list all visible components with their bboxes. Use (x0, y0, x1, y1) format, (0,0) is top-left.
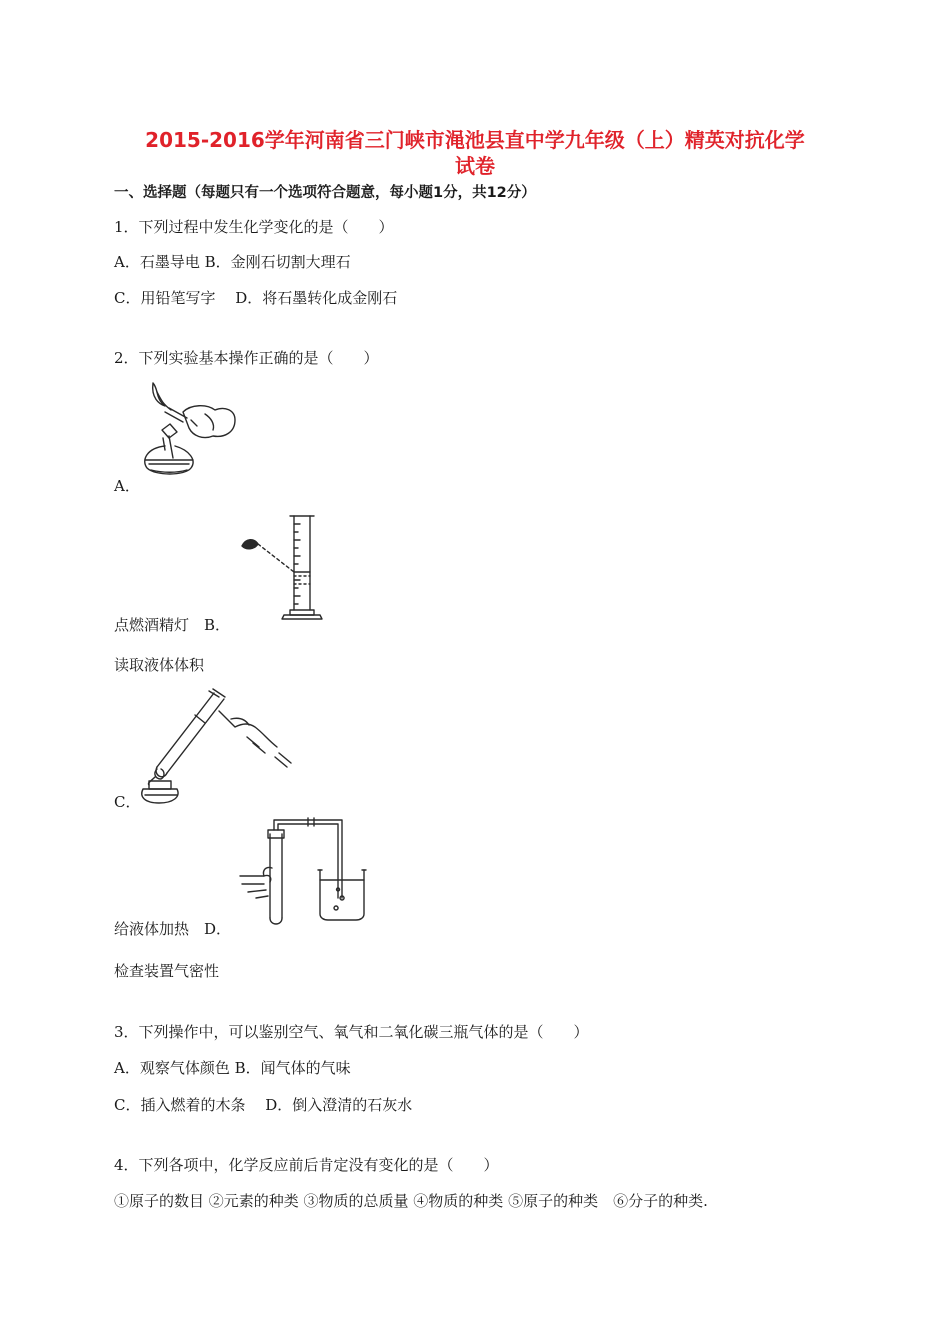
q1-options-cd: C．用铅笔写字 D．将石墨转化成金刚石 (114, 289, 398, 307)
doc-title-line2: 试卷 (455, 154, 495, 178)
q2-b-caption: 读取液体体积 (114, 656, 205, 674)
q2-figure-b-graduated-cylinder (240, 512, 330, 620)
q2-figure-c-heating-test-tube (135, 685, 295, 805)
q2-stem: 2．下列实验基本操作正确的是（ ） (114, 349, 379, 367)
doc-title-line1: 2015-2016学年河南省三门峡市渑池县直中学九年级（上）精英对抗化学 (145, 128, 805, 152)
q4-stem: 4．下列各项中，化学反应前后肯定没有变化的是（ ） (114, 1156, 499, 1174)
q4-items: ①原子的数目 ②元素的种类 ③物质的总质量 ④物质的种类 ⑤原子的种类 ⑥分子的种类. (114, 1192, 708, 1210)
q3-options-ab: A．观察气体颜色 B．闻气体的气味 (114, 1059, 351, 1077)
q3-options-cd: C．插入燃着的木条 D．倒入澄清的石灰水 (114, 1096, 413, 1114)
q3-stem: 3．下列操作中，可以鉴别空气、氧气和二氧化碳三瓶气体的是（ ） (114, 1023, 589, 1041)
q2-option-c-label: C． (114, 793, 141, 811)
q2-figure-d-airtightness-check (238, 818, 378, 926)
q2-a-caption-b-label: 点燃酒精灯 B． (114, 616, 231, 634)
q2-c-caption-d-label: 给液体加热 D． (114, 920, 232, 938)
section-heading: 一、选择题（每题只有一个选项符合题意，每小题1分，共12分） (114, 185, 536, 201)
q2-d-caption: 检查装置气密性 (114, 962, 220, 980)
q2-figure-a-lamp-lighting (135, 380, 255, 480)
q1-stem: 1．下列过程中发生化学变化的是（ ） (114, 218, 394, 236)
q2-option-a-label: A． (114, 477, 140, 495)
q1-options-ab: A．石墨导电 B．金刚石切割大理石 (114, 253, 351, 271)
